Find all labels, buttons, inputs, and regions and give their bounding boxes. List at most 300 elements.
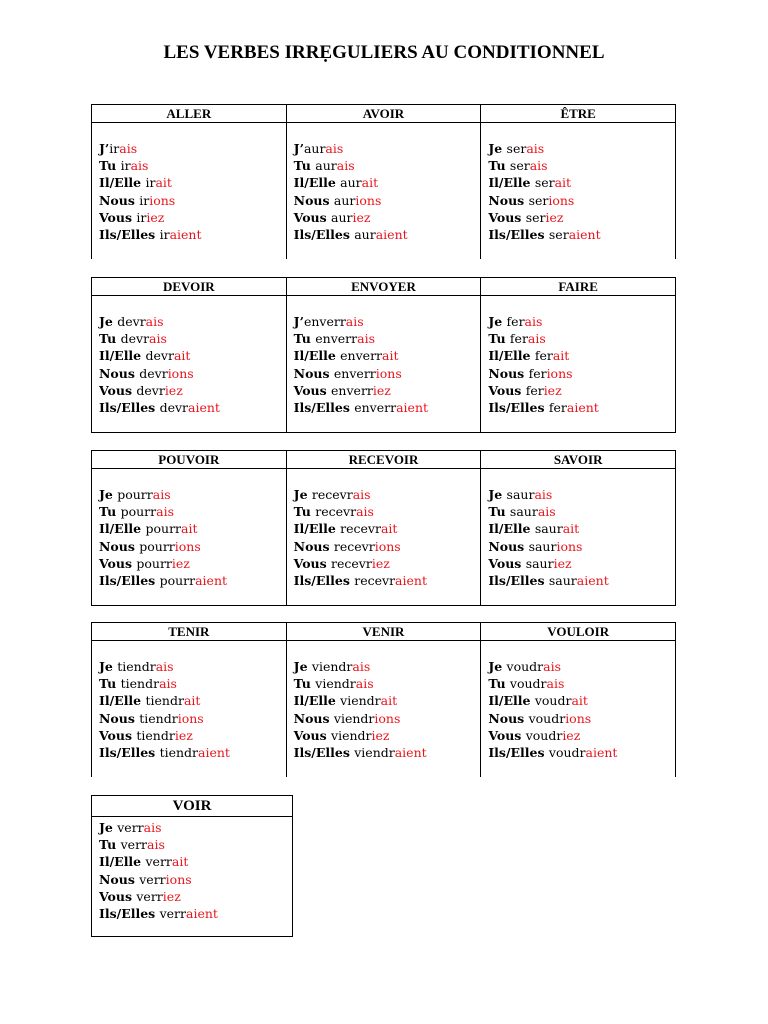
- conjugation-line: [294, 520, 481, 537]
- conjugation-cell: [481, 641, 676, 778]
- pronoun: Nous: [293, 710, 334, 726]
- verb-ending: ais: [534, 487, 553, 502]
- verb-stem: verr: [120, 837, 148, 853]
- conjugation-line: [99, 744, 286, 761]
- pronoun: Tu: [99, 158, 121, 174]
- pronoun: Nous: [99, 365, 140, 381]
- conjugation-line: [99, 853, 292, 870]
- pronoun: Vous: [488, 727, 526, 743]
- verb-stem: devr: [136, 382, 165, 398]
- verb-stem: voudr: [525, 727, 563, 743]
- verb-ending: ais: [356, 504, 374, 520]
- conjugation-line: [294, 157, 481, 174]
- verb-stem: viendr: [333, 710, 375, 726]
- verb-stem: enverr: [333, 365, 376, 381]
- verb-header: VOULOIR: [481, 623, 676, 641]
- conjugation-cell: [92, 123, 287, 260]
- verb-stem: tiendr: [139, 710, 178, 726]
- verb-header: RECEVOIR: [286, 451, 481, 469]
- verb-table: [91, 450, 676, 606]
- verb-stem: ir: [109, 141, 120, 156]
- pronoun: Vous: [488, 382, 526, 398]
- conjugation-line: [488, 192, 675, 209]
- verb-ending: ais: [147, 837, 165, 853]
- pronoun: Je: [99, 314, 118, 329]
- verb-ending: ais: [152, 487, 171, 502]
- verb-ending: iez: [562, 727, 581, 743]
- pronoun: Tu: [99, 331, 121, 347]
- pronoun: Je: [488, 141, 507, 156]
- verb-ending: ais: [529, 158, 548, 174]
- verb-ending: ais: [543, 659, 562, 674]
- verb-ending: ais: [156, 504, 175, 520]
- conjugation-cell: [92, 817, 293, 937]
- verb-stem: viendr: [354, 744, 395, 760]
- verb-ending: ait: [562, 521, 580, 537]
- verb-stem: pourr: [145, 521, 182, 537]
- verb-stem: aur: [333, 192, 356, 208]
- conjugation-cell: [481, 469, 676, 606]
- conjugation-line: [99, 157, 286, 174]
- conjugation-line: [99, 382, 286, 399]
- verb-stem: aur: [340, 175, 362, 191]
- verb-ending: aient: [396, 399, 429, 415]
- conjugation-line: [99, 555, 286, 572]
- conjugation-line: [99, 692, 286, 709]
- verb-stem: pourr: [159, 572, 196, 588]
- conjugation-line: [99, 710, 286, 727]
- pronoun: J’: [293, 314, 304, 329]
- verb-ending: ions: [174, 538, 201, 554]
- pronoun: Il/Elle: [488, 693, 535, 709]
- pronoun: Je: [99, 487, 118, 502]
- verb-ending: iez: [545, 209, 564, 225]
- verb-stem: tiendr: [120, 676, 160, 692]
- verb-stem: ser: [534, 175, 555, 191]
- verb-ending: ais: [526, 141, 545, 156]
- pronoun: Vous: [99, 382, 137, 398]
- conjugation-line: [99, 572, 286, 589]
- conjugation-line: [99, 675, 286, 692]
- verb-ending: ait: [155, 175, 172, 191]
- verb-header: ALLER: [92, 105, 287, 123]
- verb-stem: verr: [117, 820, 144, 835]
- pronoun: Nous: [293, 365, 334, 381]
- verb-ending: ais: [537, 504, 556, 520]
- verb-header: ÊTRE: [481, 105, 676, 123]
- verb-ending: ais: [155, 659, 174, 674]
- verb-stem: enverr: [331, 382, 373, 398]
- verb-stem: saur: [534, 521, 563, 537]
- pronoun: Nous: [293, 192, 334, 208]
- conjugation-line: [488, 572, 675, 589]
- pronoun: Tu: [488, 504, 510, 520]
- pronoun: Tu: [293, 676, 316, 692]
- verb-stem: aur: [331, 209, 353, 225]
- verb-ending: aient: [568, 226, 601, 242]
- pronoun: Ils/Elles: [99, 744, 160, 760]
- verb-stem: fer: [528, 365, 547, 381]
- verb-stem: ser: [509, 158, 530, 174]
- conjugation-line: [99, 871, 292, 888]
- verb-stem: fer: [534, 348, 553, 364]
- verb-stem: recevr: [340, 521, 381, 537]
- pronoun: Ils/Elles: [488, 572, 549, 588]
- verb-header: ENVOYER: [286, 278, 481, 296]
- verb-stem: aur: [303, 141, 326, 156]
- conjugation-line: [99, 313, 286, 330]
- verb-stem: viendr: [315, 676, 356, 692]
- pronoun: Je: [488, 314, 507, 329]
- conjugation-line: [99, 226, 286, 243]
- verb-stem: fer: [509, 331, 528, 347]
- conjugation-line: [488, 382, 675, 399]
- pronoun: Ils/Elles: [293, 572, 355, 588]
- conjugation-line: [99, 399, 286, 416]
- verb-table: [91, 277, 676, 433]
- conjugation-line: [294, 140, 481, 157]
- conjugation-line: [488, 503, 675, 520]
- verb-ending: ions: [355, 192, 382, 208]
- conjugation-line: [99, 658, 286, 675]
- conjugation-line: [488, 692, 675, 709]
- conjugation-line: [488, 313, 675, 330]
- verb-ending: ait: [380, 693, 398, 709]
- conjugation-line: [99, 836, 292, 853]
- verb-ending: ais: [352, 659, 371, 674]
- verb-ending: aient: [186, 905, 218, 921]
- verb-ending: ait: [173, 348, 191, 364]
- verb-header: VOIR: [92, 796, 293, 817]
- conjugation-line: [488, 140, 675, 157]
- verb-stem: voudr: [506, 659, 544, 674]
- verb-table-voir: [91, 795, 293, 937]
- conjugation-line: [488, 157, 675, 174]
- verb-ending: ait: [183, 693, 201, 709]
- verb-stem: ser: [525, 209, 546, 225]
- conjugation-line: [294, 192, 481, 209]
- verb-stem: ir: [120, 158, 131, 174]
- verb-stem: fer: [548, 399, 567, 415]
- pronoun: Il/Elle: [488, 175, 535, 191]
- verb-ending: iez: [164, 382, 183, 398]
- verb-stem: tiendr: [159, 744, 199, 760]
- pronoun: Il/Elle: [99, 348, 146, 364]
- conjugation-line: [294, 675, 481, 692]
- conjugation-line: [488, 710, 675, 727]
- conjugation-line: [488, 347, 675, 364]
- conjugation-cell: [286, 296, 481, 433]
- pronoun: Tu: [488, 676, 510, 692]
- verb-header: VENIR: [286, 623, 481, 641]
- conjugation-line: [294, 744, 481, 761]
- conjugation-line: [294, 330, 481, 347]
- conjugation-line: [488, 538, 675, 555]
- verb-ending: iez: [162, 888, 181, 904]
- pronoun: Ils/Elles: [293, 399, 355, 415]
- verb-ending: ions: [374, 710, 401, 726]
- pronoun: Vous: [99, 727, 137, 743]
- conjugation-line: [294, 572, 481, 589]
- conjugation-cell: [481, 123, 676, 260]
- verb-ending: aient: [395, 572, 427, 588]
- conjugation-line: [99, 520, 286, 537]
- conjugation-line: [99, 819, 292, 836]
- pronoun: Tu: [293, 504, 316, 520]
- verb-ending: iez: [352, 209, 371, 225]
- pronoun: Il/Elle: [99, 175, 146, 191]
- verb-stem: saur: [528, 538, 557, 554]
- conjugation-line: [99, 486, 286, 503]
- conjugation-line: [99, 727, 286, 744]
- conjugation-line: [488, 744, 675, 761]
- conjugation-line: [294, 692, 481, 709]
- verb-stem: enverr: [315, 331, 358, 347]
- pronoun: Nous: [488, 192, 529, 208]
- pronoun: Il/Elle: [293, 175, 341, 191]
- conjugation-line: [488, 226, 675, 243]
- verb-stem: viendr: [340, 693, 381, 709]
- pronoun: Vous: [293, 727, 332, 743]
- conjugation-line: [488, 727, 675, 744]
- verb-ending: ais: [352, 487, 371, 502]
- verb-ending: ions: [374, 538, 401, 554]
- verb-stem: pourr: [120, 504, 157, 520]
- verb-stem: viendr: [331, 727, 372, 743]
- pronoun: Ils/Elles: [293, 744, 355, 760]
- verb-ending: iez: [372, 382, 391, 398]
- conjugation-line: [488, 675, 675, 692]
- conjugation-cell: [92, 641, 287, 778]
- verb-stem: aur: [354, 226, 376, 242]
- verb-ending: iez: [174, 727, 193, 743]
- verb-stem: voudr: [509, 676, 547, 692]
- verb-stem: recevr: [354, 572, 396, 588]
- verb-stem: ser: [528, 192, 549, 208]
- verb-ending: ais: [145, 314, 164, 329]
- conjugation-line: [294, 347, 481, 364]
- conjugation-line: [294, 174, 481, 191]
- conjugation-line: [294, 727, 481, 744]
- conjugation-line: [294, 365, 481, 382]
- verb-stem: recevr: [311, 487, 353, 502]
- pronoun: Nous: [488, 538, 529, 554]
- verb-stem: ir: [145, 175, 156, 191]
- verb-stem: saur: [548, 572, 577, 588]
- pronoun: Je: [99, 820, 118, 835]
- pronoun: Ils/Elles: [99, 399, 160, 415]
- pronoun: Nous: [99, 538, 140, 554]
- conjugation-line: [294, 209, 481, 226]
- pronoun: Je: [488, 487, 507, 502]
- conjugation-cell: [286, 123, 481, 260]
- verb-ending: aient: [585, 744, 618, 760]
- verb-stem: recevr: [315, 504, 357, 520]
- pronoun: Ils/Elles: [488, 226, 549, 242]
- verb-ending: aient: [375, 226, 408, 242]
- conjugation-cell: [481, 296, 676, 433]
- verb-ending: ait: [552, 348, 570, 364]
- conjugation-line: [99, 365, 286, 382]
- pronoun: Vous: [99, 555, 137, 571]
- pronoun: Tu: [293, 158, 316, 174]
- verb-header: AVOIR: [286, 105, 481, 123]
- pronoun: Nous: [99, 192, 140, 208]
- verb-ending: ait: [382, 348, 399, 364]
- conjugation-line: [99, 538, 286, 555]
- verb-stem: pourr: [117, 487, 153, 502]
- pronoun: Vous: [99, 888, 137, 904]
- pronoun: Il/Elle: [99, 521, 146, 537]
- conjugation-line: [294, 382, 481, 399]
- pronoun: Nous: [293, 538, 334, 554]
- pronoun: Tu: [99, 676, 121, 692]
- verb-header: TENIR: [92, 623, 287, 641]
- verb-stem: verr: [145, 854, 172, 870]
- conjugation-line: [294, 555, 481, 572]
- conjugation-line: [294, 658, 481, 675]
- conjugation-line: [294, 486, 481, 503]
- verb-stem: voudr: [534, 693, 572, 709]
- conjugation-cell: [286, 469, 481, 606]
- verb-ending: ais: [345, 314, 364, 329]
- verb-stem: pourr: [139, 538, 175, 554]
- verb-stem: ser: [548, 226, 569, 242]
- pronoun: Il/Elle: [293, 521, 341, 537]
- verb-stem: devr: [117, 314, 146, 329]
- verb-stem: ir: [159, 226, 170, 242]
- verb-stem: ser: [506, 141, 527, 156]
- pronoun: Tu: [488, 331, 510, 347]
- conjugation-line: [99, 347, 286, 364]
- verb-ending: ions: [177, 710, 204, 726]
- pronoun: Il/Elle: [488, 348, 535, 364]
- pronoun: J’: [293, 141, 304, 156]
- pronoun: Vous: [99, 209, 137, 225]
- verb-ending: ions: [165, 871, 192, 887]
- verb-stem: fer: [506, 314, 525, 329]
- conjugation-line: [99, 330, 286, 347]
- pronoun: Nous: [99, 871, 140, 887]
- verb-stem: recevr: [331, 555, 372, 571]
- conjugation-line: [99, 140, 286, 157]
- pronoun: Tu: [293, 331, 316, 347]
- pronoun: Vous: [488, 209, 526, 225]
- verb-ending: ais: [159, 676, 177, 692]
- verb-stem: saur: [506, 487, 535, 502]
- verb-stem: recevr: [333, 538, 375, 554]
- verb-stem: tiendr: [117, 659, 156, 674]
- verb-ending: aient: [566, 399, 599, 415]
- verb-ending: ait: [171, 854, 189, 870]
- verb-ending: ions: [546, 365, 573, 381]
- verb-ending: ait: [361, 175, 379, 191]
- verb-ending: aient: [169, 226, 202, 242]
- pronoun: Tu: [99, 837, 121, 853]
- verb-ending: aient: [198, 744, 230, 760]
- pronoun: Nous: [99, 710, 140, 726]
- verb-ending: ions: [375, 365, 402, 381]
- conjugation-line: [488, 658, 675, 675]
- verb-ending: iez: [553, 555, 572, 571]
- conjugation-line: [294, 503, 481, 520]
- verb-table: [91, 104, 676, 259]
- verb-stem: enverr: [340, 348, 383, 364]
- pronoun: Il/Elle: [293, 348, 341, 364]
- verb-ending: iez: [371, 727, 390, 743]
- verb-stem: devr: [139, 365, 168, 381]
- verb-ending: aient: [195, 572, 228, 588]
- pronoun: Ils/Elles: [99, 905, 160, 921]
- verb-stem: saur: [509, 504, 538, 520]
- verb-ending: ais: [357, 331, 375, 347]
- verb-stem: devr: [120, 331, 150, 347]
- pronoun: Il/Elle: [99, 693, 146, 709]
- verb-ending: ais: [130, 158, 149, 174]
- verb-stem: verr: [159, 905, 186, 921]
- conjugation-line: [488, 520, 675, 537]
- verb-stem: verr: [139, 871, 166, 887]
- verb-stem: saur: [525, 555, 554, 571]
- verb-ending: ions: [167, 365, 194, 381]
- pronoun: Ils/Elles: [293, 226, 355, 242]
- conjugation-line: [488, 209, 675, 226]
- verb-ending: ais: [524, 314, 543, 329]
- conjugation-line: [294, 399, 481, 416]
- verb-header: FAIRE: [481, 278, 676, 296]
- verb-header: DEVOIR: [92, 278, 287, 296]
- verb-ending: aient: [188, 399, 220, 415]
- verb-stem: voudr: [548, 744, 586, 760]
- pronoun: Ils/Elles: [488, 744, 549, 760]
- verb-stem: viendr: [311, 659, 353, 674]
- pronoun: Je: [488, 659, 507, 674]
- pronoun: Tu: [488, 158, 510, 174]
- verb-ending: ions: [556, 538, 583, 554]
- verb-ending: iez: [171, 555, 190, 571]
- verb-ending: ais: [119, 141, 138, 156]
- conjugation-line: [99, 209, 286, 226]
- verb-ending: ais: [527, 331, 546, 347]
- conjugation-line: [294, 710, 481, 727]
- pronoun: Ils/Elles: [99, 572, 160, 588]
- pronoun: Tu: [99, 504, 121, 520]
- conjugation-line: [99, 888, 292, 905]
- verb-ending: ait: [554, 175, 572, 191]
- pronoun: Nous: [488, 710, 529, 726]
- conjugation-cell: [286, 641, 481, 778]
- verb-stem: fer: [525, 382, 544, 398]
- verb-stem: enverr: [303, 314, 346, 329]
- pronoun: Ils/Elles: [488, 399, 549, 415]
- conjugation-line: [294, 538, 481, 555]
- pronoun: Je: [293, 659, 312, 674]
- pronoun: Il/Elle: [293, 693, 341, 709]
- pronoun: Je: [293, 487, 312, 502]
- conjugation-line: [294, 226, 481, 243]
- verb-ending: aient: [394, 744, 427, 760]
- verb-ending: ions: [149, 192, 176, 208]
- pronoun: J’: [99, 141, 110, 156]
- verb-table: [91, 622, 676, 777]
- verb-ending: ait: [181, 521, 198, 537]
- verb-ending: iez: [371, 555, 390, 571]
- pronoun: Il/Elle: [488, 521, 535, 537]
- verb-stem: ir: [139, 192, 150, 208]
- conjugation-line: [488, 486, 675, 503]
- verb-stem: ir: [136, 209, 147, 225]
- pronoun: Il/Elle: [99, 854, 146, 870]
